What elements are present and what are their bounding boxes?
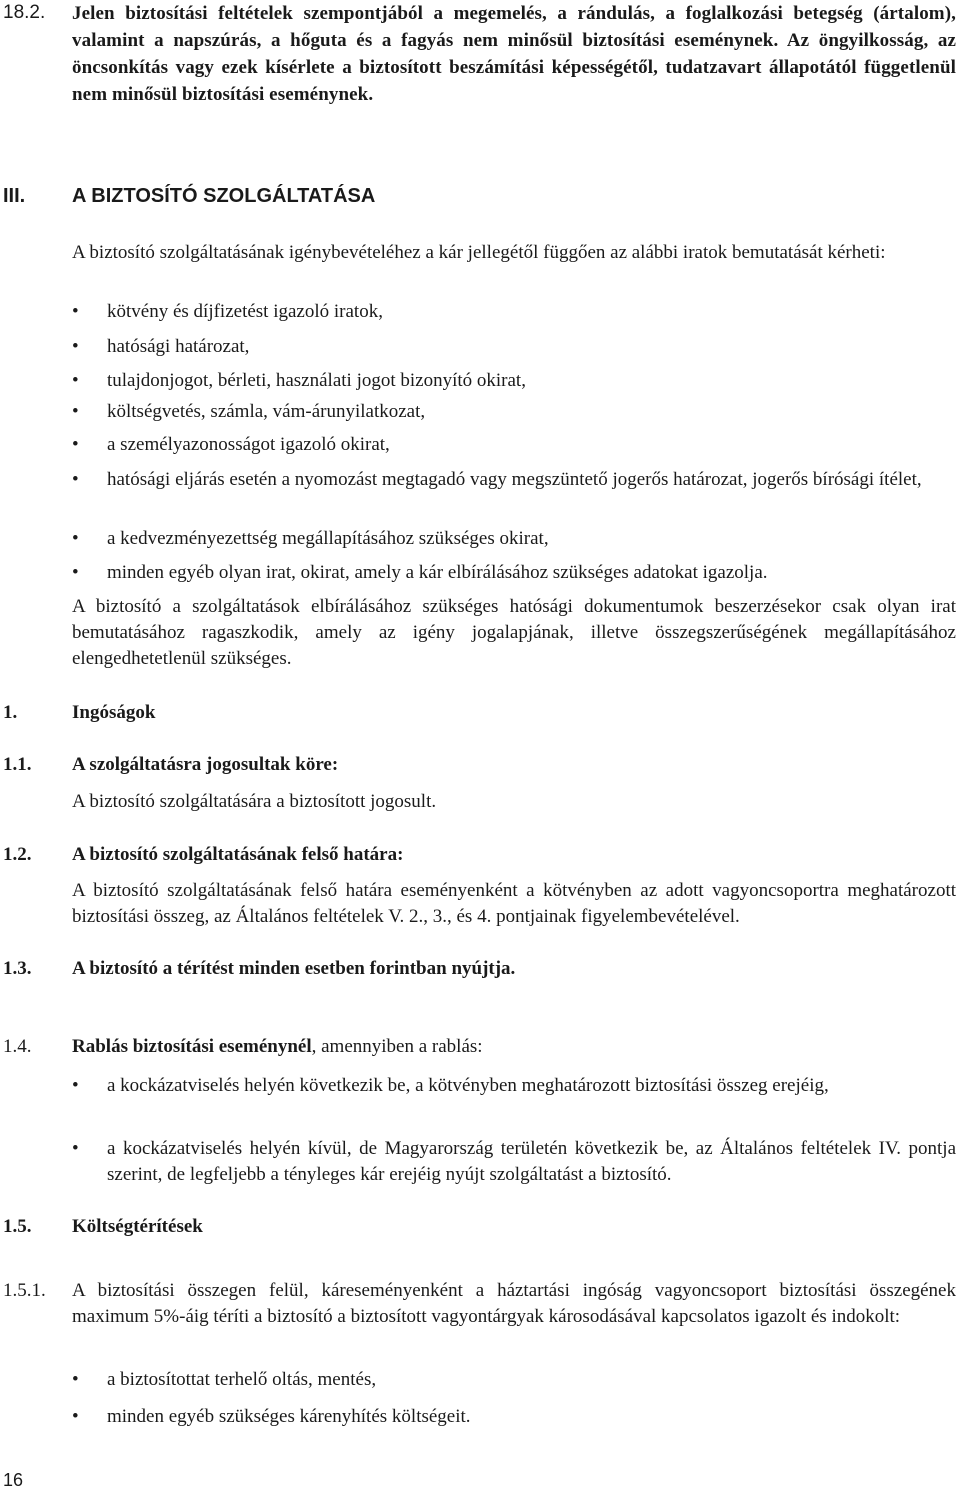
bullet-icon: •	[72, 1406, 79, 1427]
section-title-rest: , amennyiben a rablás:	[311, 1036, 483, 1057]
bullet-icon: •	[72, 434, 79, 455]
section-title: Ingóságok	[72, 702, 156, 723]
section-title: A BIZTOSÍTÓ SZOLGÁLTATÁSA	[72, 185, 376, 207]
section-title: Költségtérítések	[72, 1216, 203, 1237]
document-page: 18.2. Jelen biztosítási feltételek szempontjából a megemelés, a rándulás, a foglalkozási betegség (ártalom), valamint a napszúrás, a hőguta és a fagyás nem minősül biztosítási eseménynek. Az öngyilkosság, az öncsonkítás vagy ezek kísérlete a biztosított beszámítási képességétől, tudatzavart állapotától függetlenül nem minősül biztosítási eseménynek. III. A BIZTOSÍTÓ SZOLGÁLTATÁSA A biztosító szolgáltatásának igénybevételéhez a kár jellegétől függően az alábbi iratok bemutatását kérheti: • kötvény és díjfizetést igazoló iratok, • hatósági határozat, • tulajdonjogot, bérleti, használati jogot bizonyító okirat, • költségvetés, számla, vám-árunyilatkozat, • a személyazonosságot igazoló okirat, • hatósági eljárás esetén a nyomozást megtagadó vagy megszüntető jogerős határozat, jogerős bírósági ítélet, • a kedvezményezettség megállapításához szükséges okirat, • minden egyéb olyan irat, okirat, amely a kár elbírálásához szükséges adatokat igazolja. A biztosító a szolgáltatások elbírálásához szükséges hatósági dokumentumok beszerzésekor csak olyan irat bemutatásához ragaszkodik, amely az igény jogalapjának, illetve összegszerűségének megállapításához elengedhetetlenül szükséges. 1. Ingóságok 1.1. A szolgáltatásra jogosultak köre: A biztosító szolgáltatására a biztosított jogosult. 1.2. A biztosító szolgáltatásának felső határa: A biztosító szolgáltatásának felső határa eseményenként a kötvényben az adott vagyoncsoportra meghatározott biztosítási összeg, az Általános feltételek V. 2., 3., és 4. pontjainak figyelembevételével. 1.3. A biztosító a térítést minden esetben forintban nyújtja. 1.4. Rablás biztosítási eseménynél, amennyiben a rablás: • a kockázatviselés helyén következik be, a kötvényben meghatározott biztosítási összeg erejéig, • a kockázatviselés helyén kívül, de Magyarország területén következik be, az Általános feltételek IV. pontja szerint, de legfeljebb a tényleges kár erejéig nyújt szolgáltatást a biztosító. 1.5. Költségtérítések 1.5.1. A biztosítási összegen felül, káreseményenként a háztartási ingóság vagyoncsoport biztosítási összegének maximum 5%-áig téríti a biztosító a biztosított vagyontárgyak károsodásával kapcsolatos igazolt és indokolt: • a biztosítottat terhelő oltás, mentés, • minden egyéb szükséges kárenyhítés költségeit. 16	[0, 0, 960, 1498]
section-number: 1.1.	[3, 754, 32, 775]
section-1-2-text: A biztosító szolgáltatásának felső határa eseményenként a kötvényben az adott vagyoncsoportra meghatározott biztosítási összeg, az Általános feltételek V. 2., 3., és 4. pontjainak figyelembevételével.	[72, 880, 956, 927]
section-title: A biztosító szolgáltatásának felső határa:	[72, 844, 404, 865]
bullet-icon: •	[72, 562, 79, 583]
section-III-intro: A biztosító szolgáltatásának igénybevételéhez a kár jellegétől függően az alábbi iratok bemutatását kérheti:	[72, 242, 886, 263]
bullet-icon: •	[72, 528, 79, 549]
section-number: 1.5.	[3, 1216, 32, 1237]
section-III-closing: A biztosító a szolgáltatások elbírálásához szükséges hatósági dokumentumok beszerzésekor csak olyan irat bemutatásához ragaszkodik, amely az igény jogalapjának, illetve összegszerűségének megállapításához elengedhetetlenül szükséges.	[72, 596, 956, 669]
bullet-icon: •	[72, 401, 79, 422]
section-number: 1.4.	[3, 1036, 32, 1057]
section-number: III.	[3, 185, 26, 207]
bullet-icon: •	[72, 370, 79, 391]
section-title: A biztosító a térítést minden esetben forintban nyújtja.	[72, 958, 516, 979]
section-number: 1.	[3, 702, 18, 723]
section-1-5-1-text: A biztosítási összegen felül, káreseményenként a háztartási ingóság vagyoncsoport biztosítási összegének maximum 5%-áig téríti a biztosító a biztosított vagyontárgyak károsodásával kapcsolatos igazolt és indokolt:	[72, 1280, 956, 1327]
section-number: 1.3.	[3, 958, 32, 979]
bullet-icon: •	[72, 1138, 79, 1159]
page-number: 16	[3, 1470, 24, 1490]
section-1-1-text: A biztosító szolgáltatására a biztosított jogosult.	[72, 791, 437, 812]
bullet-icon: •	[72, 469, 79, 490]
bullet-icon: •	[72, 1075, 79, 1096]
section-title: Rablás biztosítási eseménynél	[72, 1036, 312, 1057]
section-number: 1.5.1.	[3, 1280, 46, 1301]
section-number: 18.2.	[3, 2, 46, 23]
section-number: 1.2.	[3, 844, 32, 865]
section-18-2-text: Jelen biztosítási feltételek szempontjából a megemelés, a rándulás, a foglalkozási betegség (ártalom), valamint a napszúrás, a hőguta és a fagyás nem minősül biztosítási eseménynek. Az öngyilkosság, az öncsonkítás vagy ezek kísérlete a biztosított beszámítási képességétől, tudatzavart állapotától függetlenül nem minősül biztosítási eseménynek.	[72, 3, 956, 105]
section-title: A szolgáltatásra jogosultak köre:	[72, 754, 339, 775]
bullet-icon: •	[72, 336, 79, 357]
bullet-icon: •	[72, 301, 79, 322]
bullet-icon: •	[72, 1369, 79, 1390]
